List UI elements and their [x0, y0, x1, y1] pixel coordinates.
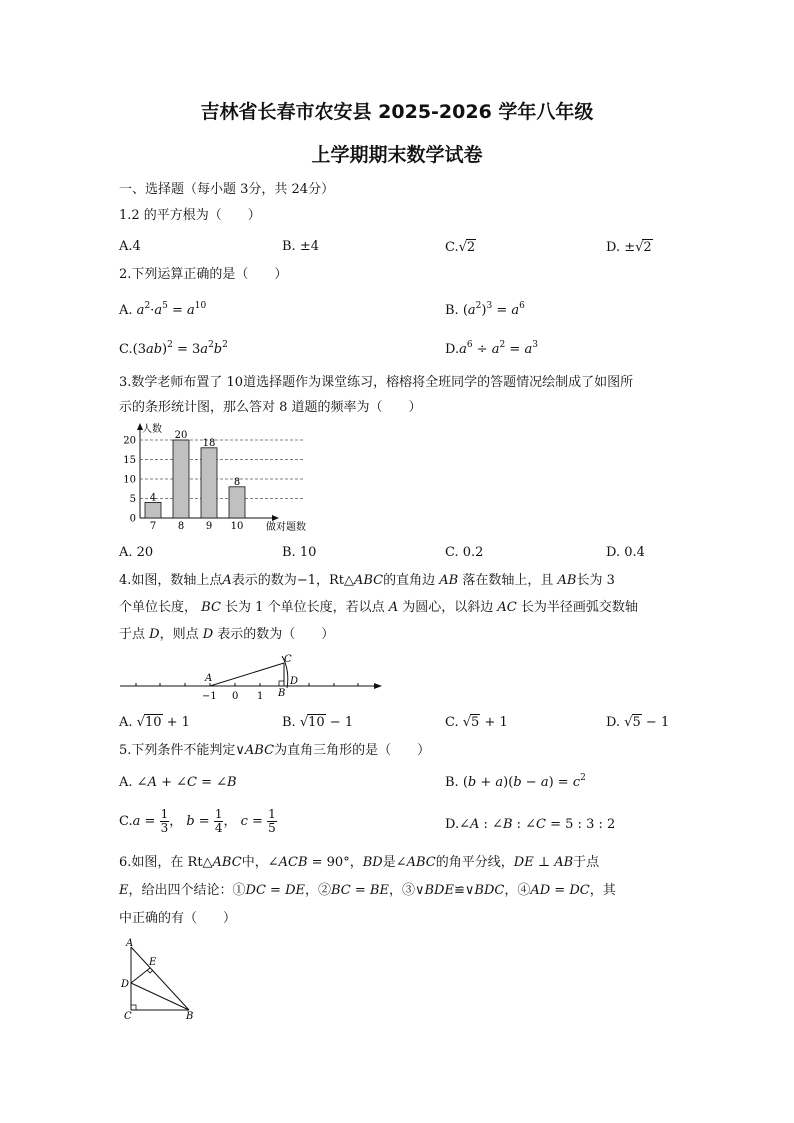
label-minus-one: −1	[202, 691, 217, 702]
page-title-line2: 上学期期末数学试卷	[311, 144, 483, 166]
section-heading: 一、选择题（每小题 3分，共 24分）	[119, 182, 335, 197]
y-tick-label: 15	[123, 455, 136, 466]
y-tick-label: 10	[123, 474, 136, 486]
q1-option-c: C.√2	[445, 240, 476, 255]
q3-option-b: B. 10	[282, 545, 317, 560]
x-tick-label: 10	[230, 521, 244, 532]
question-6-line3: 中正确的有（ ）	[119, 911, 237, 926]
page-title-line1: 吉林省长春市农安县 2025-2026 学年八年级	[200, 101, 594, 123]
x-tick-label: 7	[149, 521, 157, 532]
q5-option-d: D.∠A : ∠B : ∠C = 5 : 3 : 2	[445, 817, 616, 832]
bar-value-label: 8	[233, 476, 241, 488]
question-5-stem: 5.下列条件不能判定∨ABC为直角三角形的是（ ）	[119, 743, 431, 758]
y-tick-label: 5	[129, 494, 136, 505]
q5-option-a: A. ∠A + ∠C = ∠B	[119, 775, 237, 790]
q2-option-a: A. $a^2\cdot a^5 = a^{10}$	[119, 301, 207, 318]
bar-value-label: 20	[174, 430, 188, 441]
triangle-figure	[116, 937, 206, 1022]
q3-option-a: A. 20	[119, 545, 154, 560]
q4-option-a: A. √10 + 1	[119, 715, 190, 730]
label-e: E	[149, 957, 157, 968]
bar-value-label: 18	[202, 437, 216, 449]
question-6-line1: 6.如图，在 Rt△ABC中，∠ACB = 90°，BD是∠ABC的角平分线，DE ⊥ AB于点	[119, 855, 600, 870]
y-tick-label: 20	[123, 435, 136, 447]
bar	[201, 448, 217, 518]
y-tick-label: 0	[129, 513, 136, 525]
x-axis-title: 做对题数	[266, 522, 306, 533]
q3-option-d: D. 0.4	[606, 545, 645, 560]
label-c: C	[284, 654, 292, 665]
right-angle-e	[147, 970, 153, 973]
q4-option-c: C. √5 + 1	[445, 715, 508, 730]
label-one: 1	[257, 691, 264, 702]
question-4-line3: 于点 D，则点 D 表示的数为（ ）	[119, 627, 335, 642]
label-d: D	[290, 676, 299, 687]
question-3-stem-line2: 示的条形统计图，那么答对 8 道题的频率为（ ）	[119, 400, 422, 415]
q2-option-b: B. $(a^2)^3 = a^6$	[445, 301, 525, 318]
label-d: D	[121, 979, 130, 990]
q1-option-d: D. ±√2	[606, 240, 652, 255]
label-b: B	[278, 688, 286, 699]
question-4-line1: 4.如图，数轴上点A表示的数为−1，Rt△ABC的直角边 AB 落在数轴上，且 AB长为 3	[119, 573, 615, 588]
label-a: A	[126, 938, 134, 949]
segment-bd	[131, 983, 189, 1010]
q4-option-b: B. √10 − 1	[282, 715, 354, 730]
bar-chart	[116, 420, 346, 535]
q2-option-d: $D.a^6 \div a^2 = a^3$	[445, 340, 538, 357]
label-c: C	[124, 1011, 132, 1022]
bar	[145, 502, 161, 518]
number-line-arrow	[374, 683, 382, 689]
right-angle-mark	[279, 681, 284, 686]
label-zero: 0	[232, 691, 239, 702]
bar	[229, 487, 245, 518]
y-axis-title: 人数	[142, 424, 162, 435]
q5-option-c: C.a = $\frac{1}{3}$ ， b = $\frac{1}{4}$ ， c = $\frac{1}{5}$	[119, 807, 276, 835]
x-tick-label: 8	[177, 521, 185, 532]
hypotenuse-ac	[210, 663, 284, 686]
q2-option-c: $C.(3ab)^2 = 3a^2b^2$	[119, 340, 228, 357]
question-1-stem: 1.2 的平方根为（ ）	[119, 208, 261, 223]
label-a: A	[205, 673, 213, 684]
x-tick-label: 9	[205, 521, 213, 532]
bar-value-label: 4	[149, 492, 157, 504]
q1-option-b: B. ±4	[282, 239, 319, 254]
question-6-line2: E，给出四个结论：①DC = DE，②BC = BE，③∨BDE≌∨BDC，④AD = DC，其	[119, 883, 616, 898]
right-angle-c	[131, 1005, 136, 1010]
question-3-stem-line1: 3.数学老师布置了 10道选择题作为课堂练习，榕榕将全班同学的答题情况绘制成了如图所	[119, 375, 634, 390]
label-b: B	[186, 1011, 194, 1022]
question-4-line2: 个单位长度， BC 长为 1 个单位长度，若以点 A 为圆心，以斜边 AC 长为半径画弧交数轴	[119, 600, 638, 615]
number-line-figure	[116, 652, 386, 702]
q5-option-b: B. $(b + a)(b - a) = c^2$	[445, 773, 586, 790]
q3-option-c: C. 0.2	[445, 545, 484, 560]
q4-option-d: D. √5 − 1	[606, 715, 670, 730]
side-ab	[131, 947, 189, 1010]
x-axis-arrow	[272, 515, 279, 521]
bar	[173, 440, 189, 518]
q1-option-a: A.4	[119, 239, 141, 254]
question-2-stem: 2.下列运算正确的是（ ）	[119, 267, 288, 282]
